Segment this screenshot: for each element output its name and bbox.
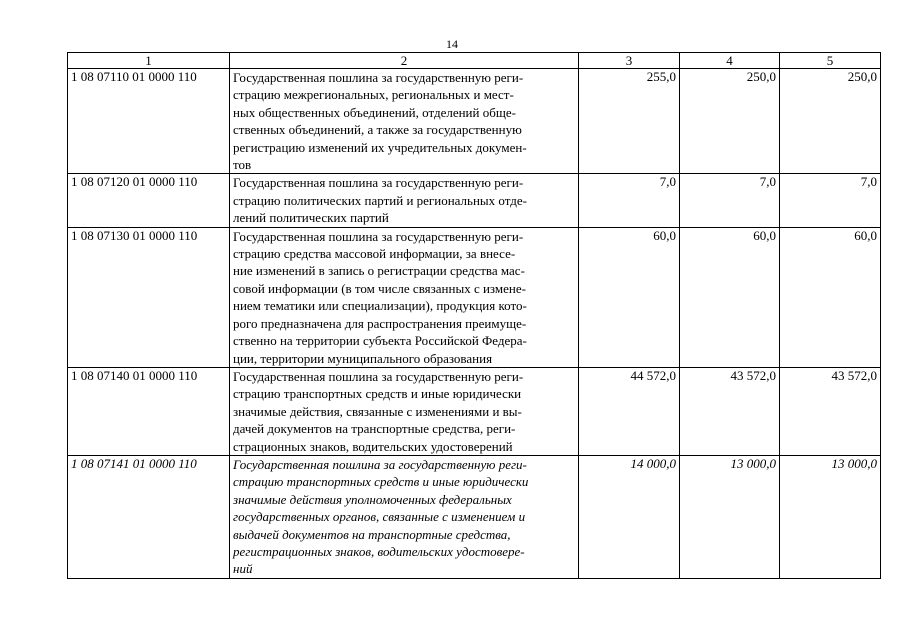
description-line: страцию средства массовой информации, за внесе- — [233, 246, 516, 262]
description-line: Государственная пошлина за государственную реги- — [233, 368, 524, 384]
table-row — [68, 367, 881, 455]
value-col-4: 13 000,0 — [680, 455, 780, 578]
description-line: значимые действия, связанные с изменениями и вы- — [233, 403, 522, 419]
description-line: ственных объединений, а также за государственную — [233, 122, 522, 138]
description-line: регистрационных знаков, водительских удостовере- — [233, 543, 525, 559]
description-line: ных общественных объединений, отделений обще- — [233, 104, 516, 120]
description — [230, 69, 579, 174]
description-line: Государственная пошлина за государственную реги- — [233, 70, 524, 85]
description-line: Государственная пошлина за государственную реги- — [233, 228, 524, 244]
description — [230, 367, 579, 455]
description-line: нием тематики или специализации), продукция кото- — [233, 298, 527, 314]
description — [230, 227, 579, 367]
description-line: рого предназначена для распространения преимуще- — [233, 315, 527, 331]
value-col-5: 7,0 — [780, 174, 881, 227]
value-col-3: 60,0 — [579, 227, 680, 367]
table-row — [68, 227, 881, 367]
value-col-4: 43 572,0 — [680, 367, 780, 455]
header-cell-1: 1 — [68, 53, 230, 69]
value-col-5: 250,0 — [780, 69, 881, 174]
value-col-4: 250,0 — [680, 69, 780, 174]
header-cell-4: 4 — [680, 53, 780, 69]
description-line: ний — [233, 561, 253, 577]
table-row — [68, 174, 881, 227]
value-col-4: 7,0 — [680, 174, 780, 227]
description-line: регистрацию изменений их учредительных докумен- — [233, 139, 527, 155]
description-line: Государственная пошлина за государственную реги- — [233, 456, 527, 472]
value-col-3: 14 000,0 — [579, 455, 680, 578]
header-cell-3: 3 — [579, 53, 680, 69]
description-line: тов — [233, 157, 252, 173]
value-col-5: 60,0 — [780, 227, 881, 367]
description-line: значимые действия уполномоченных федеральных — [233, 491, 512, 507]
description-line: выдачей документов на транспортные средства, — [233, 526, 511, 542]
value-col-3: 44 572,0 — [579, 367, 680, 455]
header-cell-5: 5 — [780, 53, 881, 69]
value-col-5: 43 572,0 — [780, 367, 881, 455]
description-line: ции, территории муниципального образования — [233, 350, 493, 366]
description — [230, 174, 579, 227]
description-line: государственных органов, связанные с изменением и — [233, 509, 526, 525]
description-line: страцию транспортных средств и иные юридически — [233, 386, 522, 402]
budget-code: 1 08 07130 01 0000 110 — [68, 227, 230, 367]
value-col-5: 13 000,0 — [780, 455, 881, 578]
description-line: страцию транспортных средств и иные юридически — [233, 474, 529, 490]
description-line: ние изменений в запись о регистрации средства мас- — [233, 263, 525, 279]
table-row — [68, 69, 881, 174]
description-line: лений политических партий — [233, 210, 389, 226]
description-line: ственно на территории субъекта Российской Федера- — [233, 333, 527, 349]
value-col-3: 255,0 — [579, 69, 680, 174]
page-number: 14 — [446, 37, 458, 51]
table-header-row — [68, 53, 881, 69]
budget-code: 1 08 07141 01 0000 110 — [68, 455, 230, 578]
description-line: страцию политических партий и региональных отде- — [233, 192, 527, 208]
value-col-3: 7,0 — [579, 174, 680, 227]
value-col-4: 60,0 — [680, 227, 780, 367]
budget-code: 1 08 07120 01 0000 110 — [68, 174, 230, 227]
description-line: совой информации (в том числе связанных с измене- — [233, 280, 526, 296]
budget-code: 1 08 07110 01 0000 110 — [68, 69, 230, 174]
header-cell-2: 2 — [230, 53, 579, 69]
description — [230, 455, 579, 578]
description-line: Государственная пошлина за государственную реги- — [233, 175, 524, 191]
budget-code: 1 08 07140 01 0000 110 — [68, 367, 230, 455]
description-line: страцию межрегиональных, региональных и мест- — [233, 87, 514, 103]
table-row — [68, 455, 881, 578]
budget-revenue-table — [67, 52, 881, 579]
description-line: страционных знаков, водительских удостоверений — [233, 438, 513, 454]
description-line: дачей документов на транспортные средства, реги- — [233, 421, 516, 437]
